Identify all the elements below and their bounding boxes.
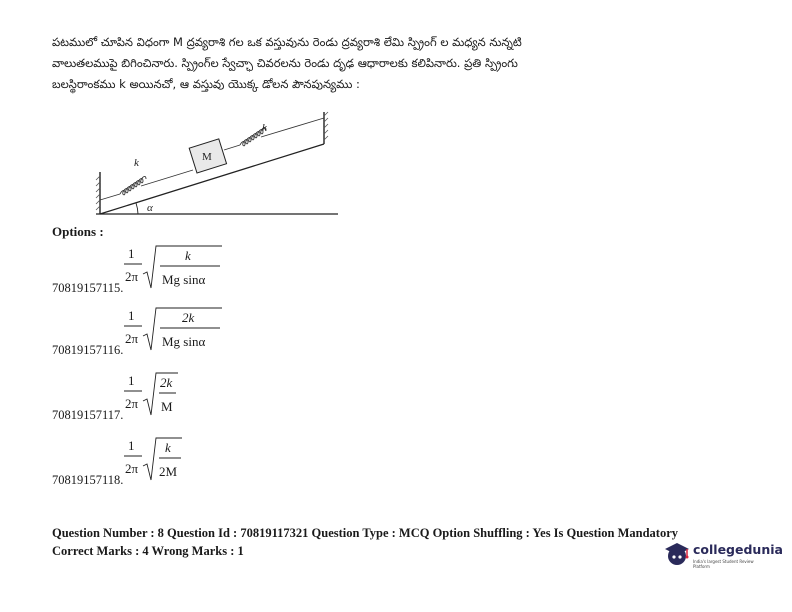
- svg-text:2π: 2π: [125, 331, 139, 346]
- option-3-id: 70819157117.: [52, 408, 124, 422]
- question-meta-line-1: Question Number : 8 Question Id : 70819117321 Question Type : MCQ Option Shuffling : Yes Is Question Mandatory: [52, 526, 678, 540]
- option-4-formula: [122, 436, 192, 484]
- option-4-id: 70819157118.: [52, 473, 124, 487]
- option-1[interactable]: [52, 236, 352, 296]
- svg-text:1: 1: [128, 373, 135, 388]
- svg-text:1: 1: [128, 308, 135, 323]
- right-spring: [224, 118, 324, 150]
- option-2[interactable]: [52, 298, 352, 358]
- incline-figure: [92, 110, 342, 222]
- svg-text:k: k: [185, 248, 191, 263]
- svg-text:Mg sinα: Mg sinα: [162, 272, 206, 287]
- svg-text:Mg sinα: Mg sinα: [162, 334, 206, 349]
- svg-text:2π: 2π: [125, 269, 139, 284]
- svg-text:2π: 2π: [125, 396, 139, 411]
- svg-text:1: 1: [128, 438, 135, 453]
- option-4[interactable]: [52, 428, 352, 488]
- question-line-3: బలస్థిరాంకము k అయినచో, ఆ వస్తువు యొక్క డోలన పౌనపున్యము :: [52, 77, 360, 91]
- svg-text:2k: 2k: [160, 375, 173, 390]
- svg-text:1: 1: [128, 246, 135, 261]
- logo-name: collegedunia: [693, 542, 783, 557]
- question-line-1: పటములో చూపిన విధంగా M ద్రవ్యరాశి గల ఒక వస్తువును రెండు ద్రవ్యరాశి లేమి స్ప్రింగ్ ల మధ్యన నున్నటి: [52, 35, 522, 49]
- left-spring: [100, 170, 193, 200]
- options-label: Options :: [52, 224, 104, 239]
- block-label: M: [202, 151, 212, 163]
- svg-text:k: k: [165, 440, 171, 455]
- svg-text:2k: 2k: [182, 310, 195, 325]
- option-2-id: 70819157116.: [52, 343, 124, 357]
- option-1-formula: [122, 244, 232, 292]
- angle-label: α: [147, 202, 153, 214]
- spring-right-label: k: [262, 122, 267, 134]
- graduation-cap-icon: [663, 540, 691, 568]
- option-1-id: 70819157115.: [52, 281, 124, 295]
- option-3[interactable]: [52, 363, 352, 423]
- question-meta-line-2: Correct Marks : 4 Wrong Marks : 1: [52, 544, 244, 558]
- collegedunia-logo: [663, 540, 783, 570]
- question-text: [52, 32, 612, 95]
- question-meta: [52, 524, 678, 560]
- svg-text:M: M: [161, 399, 173, 414]
- svg-text:2M: 2M: [159, 464, 178, 479]
- svg-text:2π: 2π: [125, 461, 139, 476]
- option-2-formula: [122, 306, 232, 354]
- angle-arc: [136, 203, 138, 214]
- spring-left-label: k: [134, 157, 139, 169]
- logo-tagline: India's largest Student Review Platform: [693, 559, 754, 569]
- option-3-formula: [122, 371, 192, 419]
- question-line-2: వాలుతలముపై బిగించినారు. స్ప్రింగ్‌ల స్వేచ్ఛా చివరలను రెండు దృఢ ఆధారాలకు కలిపినారు. ప్రతి స్ప్రింగు: [52, 56, 518, 70]
